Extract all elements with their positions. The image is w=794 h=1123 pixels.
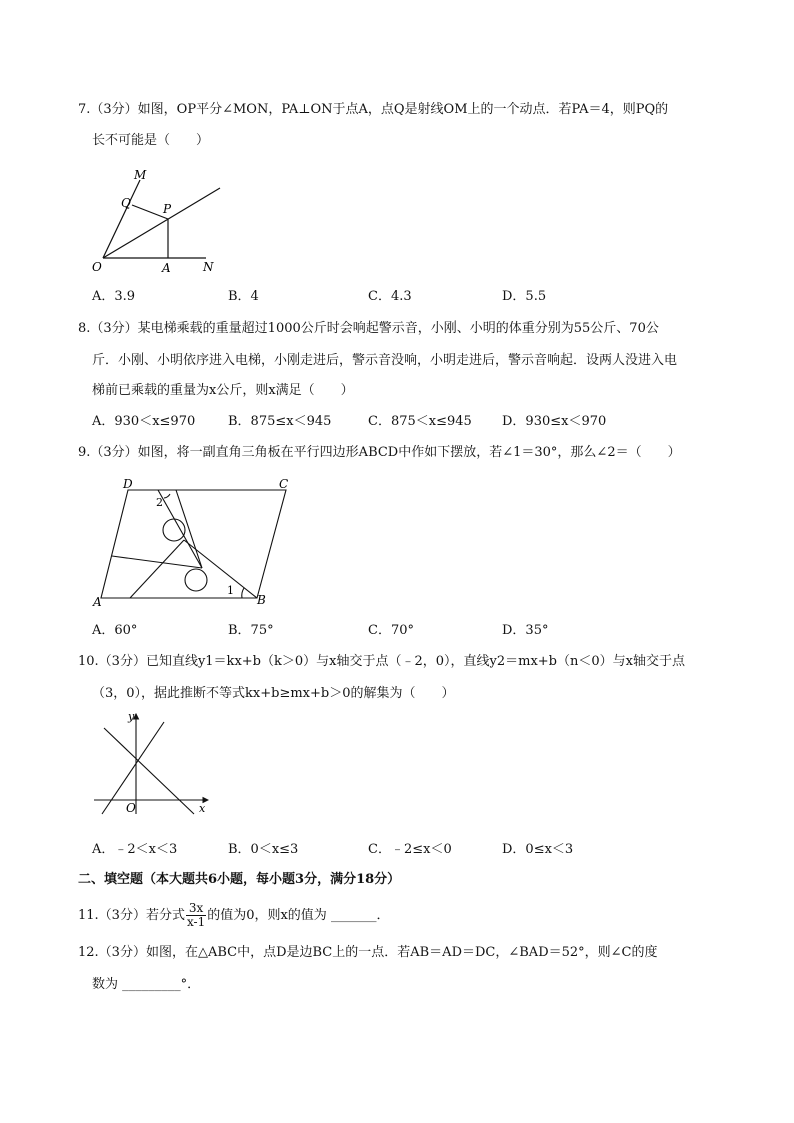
q9-label-angle2: 2 [156, 496, 163, 509]
q9-option-b[interactable]: B．75° [228, 623, 274, 638]
q9-triangle1-base [112, 556, 202, 568]
q10-label-y: y [128, 710, 135, 723]
q8-options [92, 413, 732, 431]
q11-fraction [186, 902, 206, 929]
q9-label-d: D [123, 477, 133, 491]
q7-options [92, 288, 732, 306]
q9-text-line1: 9.（3分）如图，将一副直角三角板在平行四边形ABCD中作如下摆放，若∠1＝30°，那么∠2＝（ ） [78, 445, 681, 460]
q9-options [92, 622, 732, 640]
q8-text-line3: 梯前已乘载的重量为x公斤，则x满足（ ） [92, 383, 354, 398]
q8-text-line1: 8.（3分）某电梯乘载的重量超过1000公斤时会响起警示音，小刚、小明的体重分别为55公斤、70公 [78, 321, 659, 336]
q7-label-q: Q [121, 196, 131, 210]
q9-option-a[interactable]: A．60° [92, 623, 138, 638]
section2-title: 二、填空题（本大题共6小题，每小题3分，满分18分） [78, 872, 401, 887]
q10-option-b[interactable]: B．0＜x≤3 [228, 842, 299, 857]
q9-angle1-arc [242, 588, 244, 598]
q7-option-a[interactable]: A．3.9 [92, 289, 136, 304]
q11-fraction-numerator: 3x [186, 902, 206, 916]
q9-label-angle1: 1 [227, 584, 234, 597]
q10-label-o: O [126, 801, 136, 815]
q7-label-p: P [163, 202, 172, 216]
q12-text-line1: 12.（3分）如图，在△ABC中，点D是边BC上的一点．若AB＝AD＝DC，∠BAD＝52°，则∠C的度 [78, 945, 658, 960]
q8-option-d[interactable]: D．930≤x＜970 [502, 414, 607, 429]
q9-option-d[interactable]: D．35° [502, 623, 549, 638]
q10-option-d[interactable]: D．0≤x＜3 [502, 842, 574, 857]
q10-text-line2: （3，0），据此推断不等式kx+b≥mx+b＞0的解集为（ ） [92, 686, 455, 701]
q8-option-a[interactable]: A．930＜x≤970 [92, 414, 196, 429]
q11-suffix: 的值为0，则x的值为 _______． [207, 908, 390, 923]
q11-fraction-denominator: x-1 [186, 915, 206, 929]
q9-label-b: B [257, 593, 266, 607]
q9-angle2-arc [164, 494, 170, 498]
q10-label-x: x [199, 802, 206, 815]
q7-option-b[interactable]: B．4 [228, 289, 259, 304]
q7-figure [88, 165, 228, 277]
q9-circle-bottom [185, 569, 207, 591]
q10-option-c[interactable]: C．﹣2≤x＜0 [368, 842, 452, 857]
q7-option-d[interactable]: D．5.5 [502, 289, 547, 304]
q8-text-line2: 斤．小刚、小明依序进入电梯，小刚走进后，警示音没响，小明走进后，警示音响起．设两人没进入电 [92, 353, 678, 368]
q10-option-a[interactable]: A．﹣2＜x＜3 [92, 842, 178, 857]
q7-text-line2: 长不可能是（ ） [92, 133, 210, 148]
q7-label-a: A [162, 261, 171, 275]
q8-option-c[interactable]: C．875＜x≤945 [368, 414, 472, 429]
q12-text-line2: 数为 _________°． [92, 977, 201, 992]
q11-text [78, 902, 389, 929]
q11-prefix: 11.（3分）若分式 [78, 908, 185, 923]
q10-options [92, 841, 732, 859]
q9-label-a: A [93, 595, 102, 609]
q9-label-c: C [279, 477, 289, 491]
q10-line-y2 [104, 728, 194, 814]
q9-figure [92, 476, 302, 610]
q7-label-n: N [203, 260, 214, 274]
q8-option-b[interactable]: B．875≤x＜945 [228, 414, 332, 429]
q7-label-m: M [134, 168, 147, 182]
q9-circle-top [163, 519, 185, 541]
q9-option-c[interactable]: C．70° [368, 623, 414, 638]
q10-figure [90, 708, 215, 818]
q7-label-o: O [92, 260, 102, 274]
q7-text-line1: 7.（3分）如图，OP平分∠MON，PA⊥ON于点A，点Q是射线OM上的一个动点．若PA＝4，则PQ的 [78, 102, 669, 117]
q9-triangle2-hyp [130, 540, 184, 598]
q10-text-line1: 10.（3分）已知直线y1＝kx+b（k＞0）与x轴交于点（﹣2，0），直线y2＝mx+b（n＜0）与x轴交于点 [78, 654, 685, 669]
q7-option-c[interactable]: C．4.3 [368, 289, 412, 304]
